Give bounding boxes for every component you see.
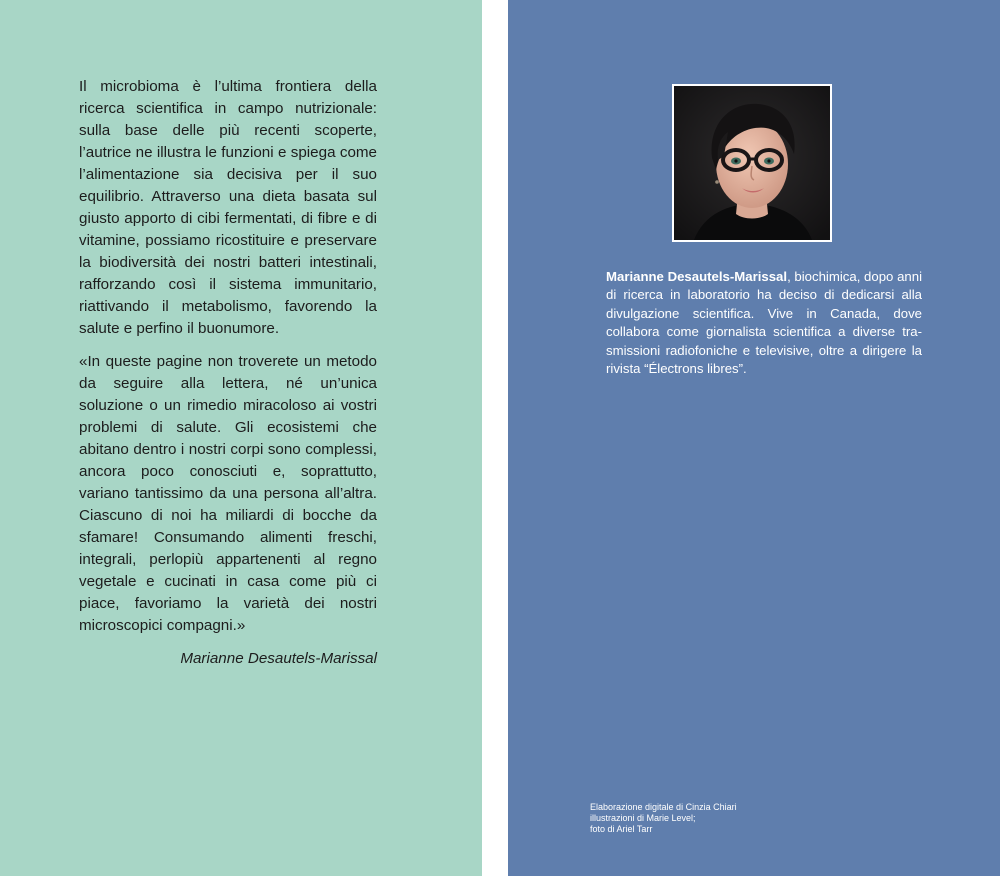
- left-flap: [0, 0, 482, 876]
- blurb-paragraph-1: Il microbioma è l’ultima frontiera della ricerca scientifica in campo nutrizionale: sulla base delle più recenti scoperte, l’autrice ne illustra le funzioni e spiega come l’alimentazione sia decisiva per il suo equilibrio. Attraverso una dieta basata sul giusto apporto di cibi fermentati, di fibre e di vitamine, possiamo ricostituire e preservare la biodiversità dei nostri batteri intestinali, rafforzando così il sistema immunitario, riattivando il metabolismo, favorendo la salute e perfino il buonumore.: [79, 78, 377, 337]
- cover-credits: [590, 802, 790, 835]
- author-photo: [672, 84, 832, 242]
- author-bio-text: , biochimica, dopo anni di ricerca in laboratorio ha deciso di dedicarsi alla divulgazione scientifica. Vive in Canada, dove collabora come giornalista scientifica a diverse trasmissioni radiofoniche e televisive, oltre a dirigere la rivista “Électrons libres”.: [606, 269, 922, 377]
- credit-line: foto di Ariel Tarr: [590, 824, 653, 834]
- spine-gutter: [482, 0, 508, 876]
- author-bio: [606, 268, 922, 378]
- blurb-quote-paragraph: «In queste pagine non troverete un metodo da seguire alla lettera, né un’unica soluzione o un rimedio miracoloso ai vostri problemi di salute. Gli ecosistemi che abitano dentro i nostri corpi sono complessi, ancora poco conosciuti e, soprattutto, variano tantissimo da una persona all’altra. Ciascuno di noi ha miliardi di bocche da sfamare! Consumando alimenti freschi, integrali, perlopiù appartenenti al regno vegetale e cucinati in casa come più ci piace, favoriamo la varietà dei nostri microscopici compagni.»: [79, 353, 377, 634]
- book-blurb: [79, 76, 377, 670]
- author-name: Marianne Desautels-Marissal: [606, 269, 788, 284]
- credit-line: illustrazioni di Marie Level;: [590, 813, 696, 823]
- credit-line: Elaborazione digitale di Cinzia Chiari: [590, 802, 737, 812]
- author-portrait-image: [674, 86, 830, 240]
- quote-signature: Marianne Desautels-Marissal: [180, 650, 377, 667]
